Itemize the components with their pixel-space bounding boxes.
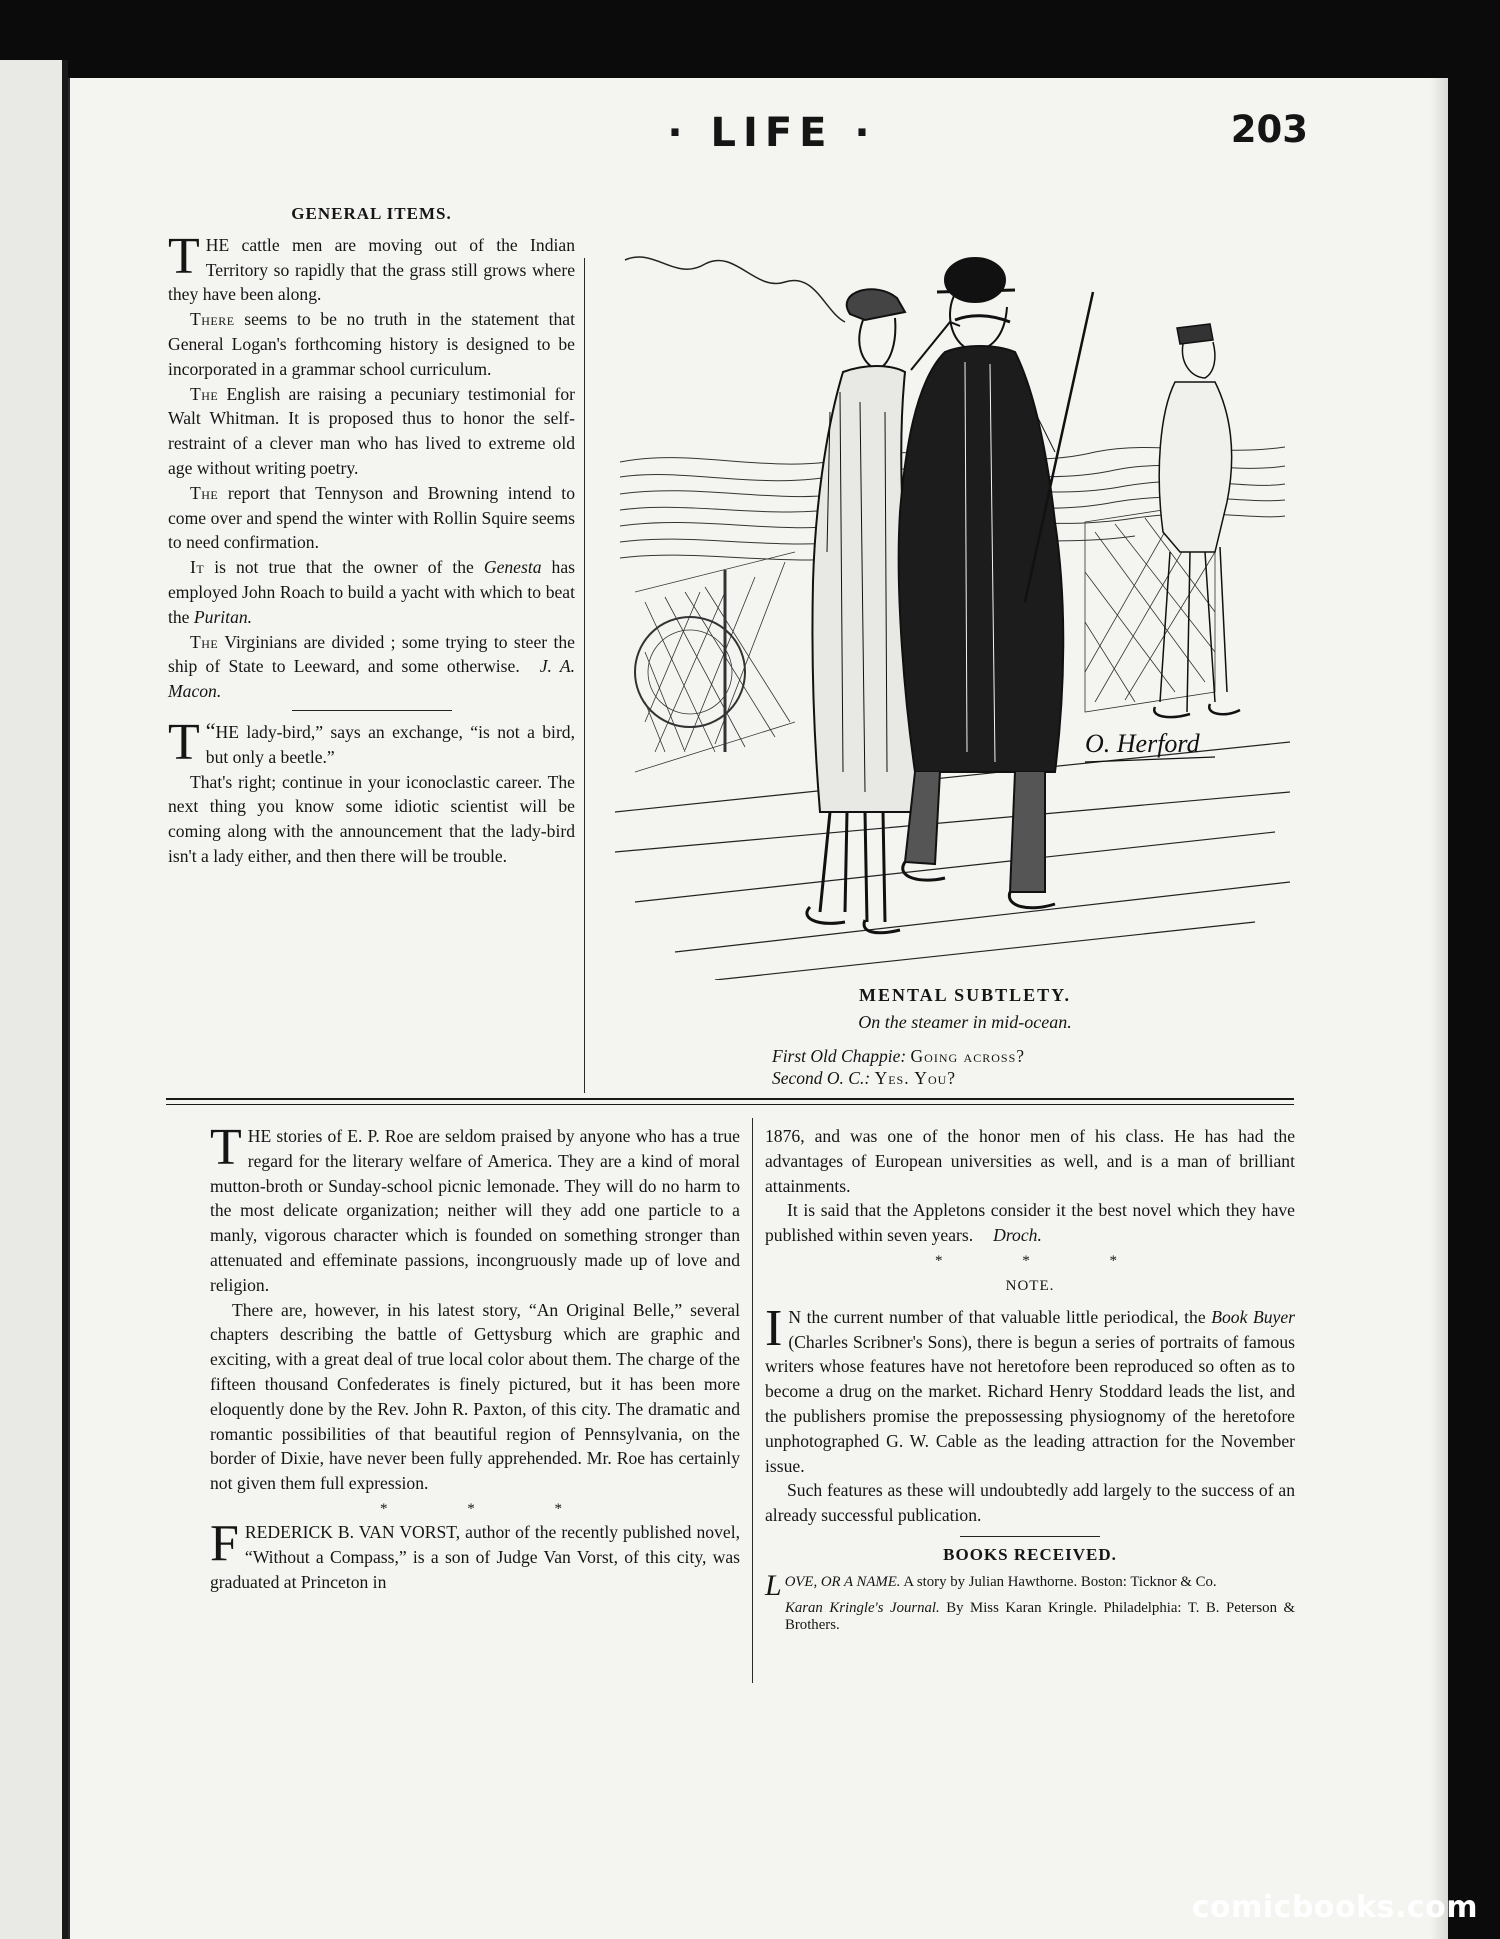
ladybird-item <box>168 713 575 771</box>
van-vorst-paragraph <box>210 1514 740 1594</box>
author-signature: Droch. <box>993 1225 1042 1246</box>
dialogue-text: Yes. You? <box>874 1068 957 1088</box>
paragraph-text: 1876, and was one of the honor men of his class. He has had the advantages of European universities as well, and is a man of brilliant attainments. <box>765 1126 1295 1196</box>
section-stars: * * * <box>935 1252 1155 1269</box>
note-column <box>765 1124 1295 1634</box>
section-divider <box>960 1536 1100 1537</box>
lead-word: The <box>190 383 219 404</box>
column-rule <box>584 258 585 1093</box>
book-details: A story by Julian Hawthorne. Boston: Ticknor & Co. <box>900 1573 1217 1590</box>
adjacent-page-strip <box>0 60 62 1939</box>
page-edge-shadow <box>1430 78 1448 1939</box>
roe-paragraph-1 <box>210 1119 740 1298</box>
section-stars: * * * <box>380 1500 600 1517</box>
cartoon-illustration <box>615 252 1290 980</box>
book-title: OVE, OR A NAME. <box>784 1573 901 1590</box>
roe-paragraph-2 <box>210 1298 740 1496</box>
dialogue-line-2 <box>772 1067 1025 1089</box>
paragraph-text: There are, however, in his latest story, “An Original Belle,” several chapters describing the battle of Gettysburg which are graphic and exciting, with a great deal of true local color about them. The charge of the fifteen thousand Confederates is finely pictured, but it has been more eloquently done by the Rev. John R. Paxton, of this city. The dramatic and romantic possibilities of that beautiful region of Pennsylvania, on the border of Dixie, have never been fully apprehended. Mr. Roe has certainly not given them full expression. <box>210 1299 740 1494</box>
general-item-1 <box>168 227 575 307</box>
general-item-5 <box>168 555 575 629</box>
open-quote: “ <box>205 717 216 743</box>
cartoon-drawing <box>615 252 1290 980</box>
paragraph-text: is not true that the owner of the <box>204 557 484 578</box>
column-rule <box>752 1118 753 1683</box>
lead-word: The <box>190 482 219 503</box>
drop-cap: F <box>210 1514 239 1572</box>
note-paragraph-2 <box>765 1478 1295 1528</box>
paragraph-text: HE cattle men are moving out of the Indian Territory so rapidly that the grass still grows where they have been along. <box>168 234 575 305</box>
drop-cap: T <box>168 713 200 771</box>
paragraph-text: report that Tennyson and Browning intend to come over and spend the winter with Rollin Squire seems to need confirmation. <box>168 482 575 553</box>
speaker-name: First Old Chappie: <box>772 1046 907 1066</box>
book-entry-1 <box>765 1568 1295 1602</box>
books-received-heading: BOOKS RECEIVED. <box>943 1544 1117 1564</box>
artist-signature: O. Herford <box>1085 729 1200 758</box>
caption-subtitle: On the steamer in mid-ocean. <box>858 1012 1072 1032</box>
general-items-column <box>168 200 575 869</box>
paragraph-text: seems to be no truth in the statement that General Logan's forthcoming history is designed to be incorporated in a grammar school curriculum. <box>168 309 575 379</box>
paragraph-text: That's right; continue in your iconoclastic career. The next thing you know some idiotic scientist will be coming along with the announcement that the lady-bird isn't a lady either, and then there will be trouble. <box>168 771 575 866</box>
lead-word: There <box>190 309 235 330</box>
paragraph-text: Virginians are divided ; some trying to steer the ship of State to Leeward, and some otherwise. <box>168 631 575 677</box>
paragraph-text: It is said that the Appletons consider it the best novel which they have published within seven years. <box>765 1200 1295 1246</box>
book-details: By Miss Karan Kringle. Philadelphia: T. B. Peterson & Brothers. <box>785 1599 1295 1633</box>
paragraph-text: (Charles Scribner's Sons), there is begun a series of portraits of famous writers whose features have not heretofore been reproduced so often as to become a drug on the market. Richard Henry Stoddard leads the list, and the publishers promise the prepossessing physiognomy of the heretofore unphotographed G. W. Cable as the leading attraction for the November issue. <box>765 1331 1295 1476</box>
caption-title: MENTAL SUBTLETY. <box>858 985 1072 1005</box>
general-items-heading: GENERAL ITEMS. <box>291 204 452 223</box>
cartoon-caption <box>715 985 1215 1033</box>
dialogue-text: Going across? <box>910 1046 1026 1066</box>
roe-review-column <box>210 1119 740 1594</box>
paragraph-text: REDERICK B. VAN VORST, author of the recently published novel, “Without a Compass,” is a son of Judge Van Vorst, of this city, was graduated at Princeton in <box>210 1521 740 1592</box>
ship-name: Genesta <box>483 557 542 578</box>
drop-cap: T <box>210 1119 242 1176</box>
paragraph-text: N the current number of that valuable little periodical, the <box>788 1306 1212 1327</box>
paragraph-text: has employed John Roach to build a yacht with which to beat the <box>168 557 575 627</box>
general-item-2 <box>168 307 575 381</box>
drop-cap: T <box>168 227 200 285</box>
drop-cap: L <box>765 1568 782 1602</box>
appletons-paragraph <box>765 1198 1295 1248</box>
section-rule-thin <box>166 1104 1294 1105</box>
paragraph-text: HE stories of E. P. Roe are seldom praised by anyone who has a true regard for the literary welfare of America. They are a kind of moral mutton-broth or Sunday-school picnic lemonade. They will do no harm to the most delicate organization; neither will they add one particle to a manly, vigorous character which is founded on something stronger than attenuated and effeminate passions, incongruously made up of love and religion. <box>210 1126 740 1295</box>
lead-word: The <box>190 631 219 652</box>
general-item-3 <box>168 382 575 481</box>
lead-word: It <box>190 557 205 578</box>
author-signature: J. A. Macon. <box>168 656 575 702</box>
cartoon-dialogue <box>772 1045 1025 1089</box>
periodical-title: Book Buyer <box>1211 1306 1295 1327</box>
books-received-list <box>765 1568 1295 1634</box>
drop-cap: I <box>765 1299 783 1357</box>
note-paragraph-1 <box>765 1299 1295 1479</box>
masthead: · LIFE · <box>667 110 877 156</box>
book-entry-2 <box>765 1598 1295 1634</box>
section-rule <box>166 1098 1294 1100</box>
site-watermark: comicbooks.com <box>1191 1890 1478 1925</box>
paragraph-text: English are raising a pecuniary testimonial for Walt Whitman. It is proposed thus to honor the self-restraint of a clever man who has lived to extreme old age without writing poetry. <box>168 383 575 478</box>
section-divider <box>292 710 452 711</box>
speaker-name: Second O. C.: <box>772 1068 871 1088</box>
ladybird-item-cont <box>168 770 575 869</box>
general-item-4 <box>168 481 575 555</box>
paragraph-text: Such features as these will undoubtedly add largely to the success of an already successful publication. <box>765 1480 1295 1526</box>
dialogue-line-1 <box>772 1045 1025 1067</box>
ship-name: Puritan. <box>193 606 253 627</box>
paragraph-text: HE lady-bird,” says an exchange, “is not a bird, but only a beetle.” <box>205 721 575 767</box>
book-title: Karan Kringle's Journal. <box>785 1599 940 1616</box>
page-number: 203 <box>1230 108 1308 151</box>
general-item-6 <box>168 630 575 704</box>
van-vorst-continued <box>765 1124 1295 1198</box>
note-heading: NOTE. <box>1005 1277 1055 1294</box>
